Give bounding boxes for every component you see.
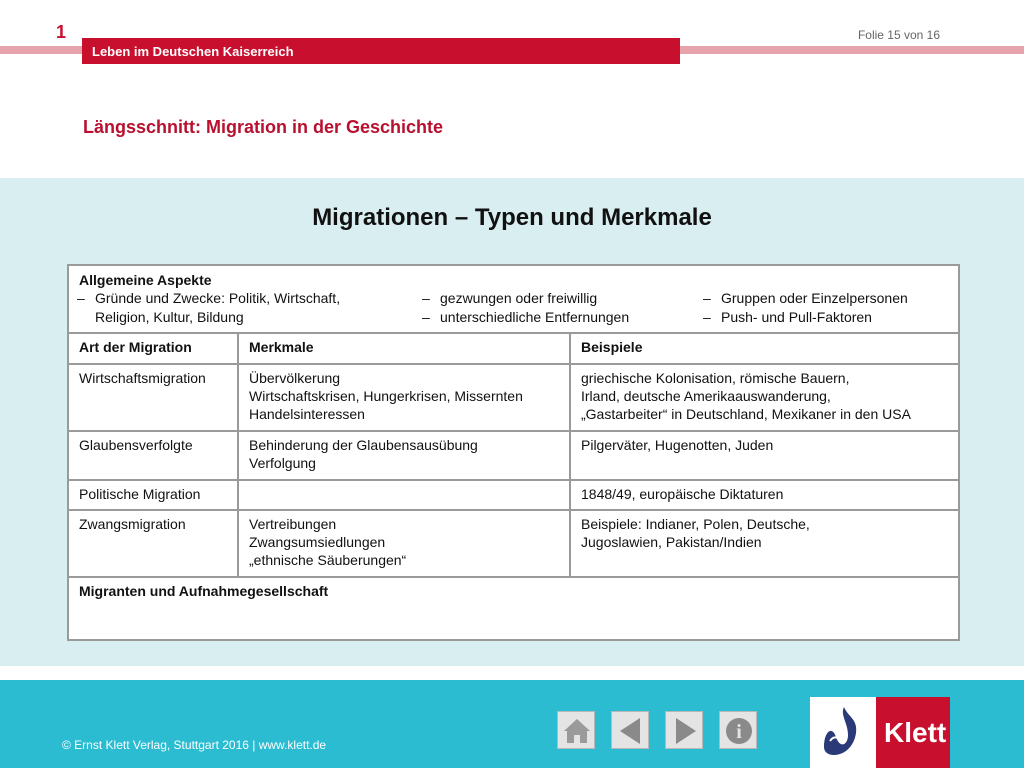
svg-text:i: i [736,721,742,743]
migration-type: Politische Migration [79,486,201,502]
migration-table [67,264,960,641]
migration-type: Wirtschaftsmigration [79,370,206,386]
klett-logo-text: Klett [884,717,947,748]
migration-examples: griechische Kolonisation, römische Bauern, Irland, deutsche Amerikaauswanderung, „Gastarbeiter“ in Deutschland, Mexikaner in den USA [569,363,958,430]
general-aspects [69,266,958,334]
dash-icon: – [703,290,711,306]
dash-icon: – [422,290,430,306]
aspect-bullet: – unterschiedliche Entfernungen [422,309,630,325]
column-header: Art der Migration [79,339,192,355]
migration-examples: Pilgerväter, Hugenotten, Juden [569,430,958,479]
table-header-row [69,332,958,365]
table-row [69,479,958,511]
klett-logo-emblem [810,697,876,768]
section-title: Längsschnitt: Migration in der Geschichte [83,117,444,137]
migration-features: Vertreibungen Zwangsumsiedlungen „ethnische Säuberungen“ [237,509,569,576]
klett-emblem-icon [810,697,876,768]
dash-icon: – [703,309,711,325]
slide-counter: Folie 15 von 16 [857,28,940,42]
migration-type: Glaubensverfolgte [79,437,193,453]
general-aspects-heading: Allgemeine Aspekte [79,272,212,288]
dash-icon: – [77,290,85,306]
page-title: Migrationen – Typen und Merkmale [312,204,712,231]
next-button[interactable] [665,711,703,749]
migration-examples: Beispiele: Indianer, Polen, Deutsche, Jugoslawien, Pakistan/Indien [569,509,958,576]
previous-button[interactable] [611,711,649,749]
table-footer-label: Migranten und Aufnahmegesellschaft [79,583,329,599]
migration-type: Zwangsmigration [79,516,186,532]
migration-features: Behinderung der Glaubensausübung Verfolgung [237,430,569,479]
table-row [69,430,958,481]
migration-features: Übervölkerung Wirtschaftskrisen, Hungerkrisen, Missernten Handelsinteressen [237,363,569,430]
aspect-bullet: – gezwungen oder freiwillig [422,290,598,306]
aspect-bullet: – Gruppen oder Einzelpersonen [703,290,908,306]
column-header: Beispiele [569,332,958,363]
column-header: Merkmale [237,332,569,363]
dash-icon: – [422,309,430,325]
aspect-bullet: – Push- und Pull-Faktoren [703,309,872,325]
home-icon [558,712,596,750]
info-icon [720,712,758,750]
home-button[interactable] [557,711,595,749]
klett-logo [810,697,950,768]
band-title: Leben im Deutschen Kaiserreich [92,44,294,59]
migration-features [237,479,569,509]
aspect-bullet: – Gründe und Zwecke: Politik, Wirtschaft, [77,290,341,306]
next-icon [666,712,704,750]
table-row [69,509,958,578]
previous-icon [612,712,650,750]
copyright-text: © Ernst Klett Verlag, Stuttgart 2016 | www.klett.de [62,738,327,752]
chapter-number: 1 [56,22,67,42]
info-button[interactable] [719,711,757,749]
table-row [69,363,958,432]
aspect-bullet-continued: Religion, Kultur, Bildung [95,309,244,325]
migration-examples: 1848/49, europäische Diktaturen [569,479,958,509]
footer-separator [0,666,1024,680]
